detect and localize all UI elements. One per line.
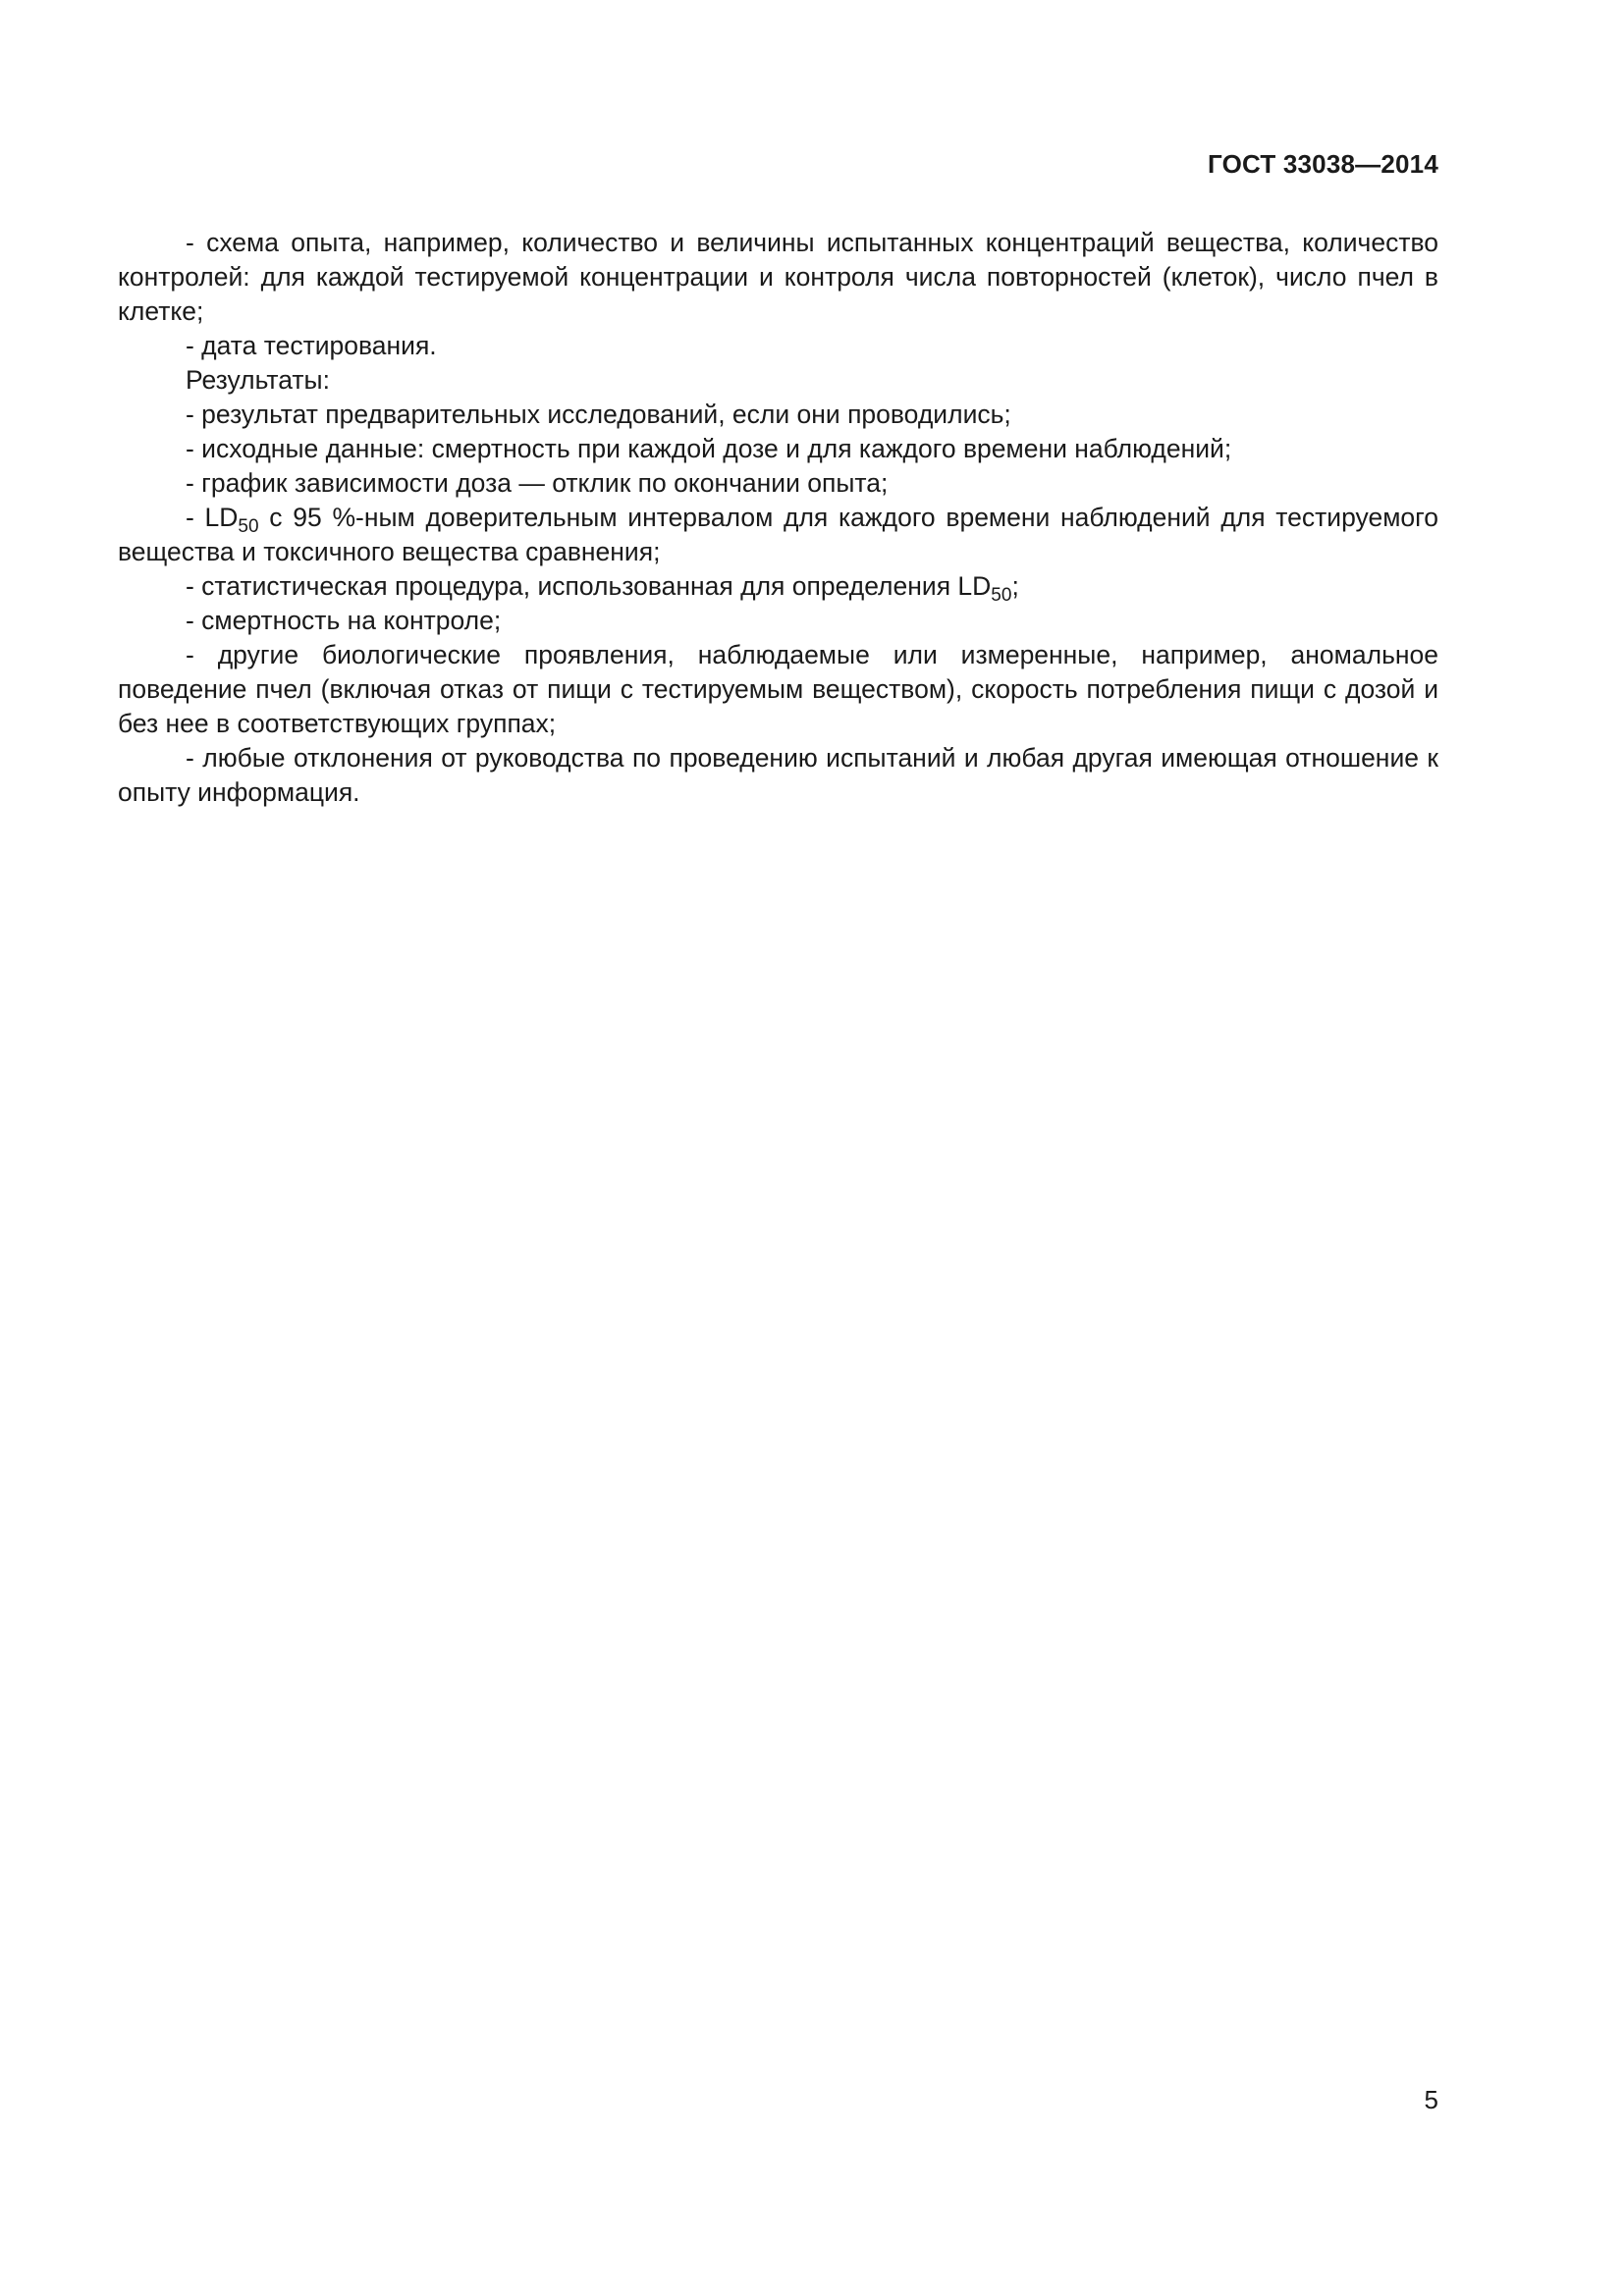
list-item-test-schema: - схема опыта, например, количество и величины испытанных концентраций вещества, количество контролей: для каждой тестируемой концентрации и контроля числа повторностей (клеток), число пчел в клетке; [118, 228, 1438, 326]
stat-subscript: 50 [991, 585, 1012, 606]
list-item-control-mortality: - смертность на контроле; [186, 606, 502, 635]
results-heading: Результаты: [186, 365, 330, 395]
list-item-preliminary-results: - результат предварительных исследований, если они проводились; [186, 400, 1011, 429]
list-item-test-date: - дата тестирования. [186, 331, 437, 360]
ld50-rest: с 95 %-ным доверительным интервалом для каждого времени наблюдений для тестируемого вещества и токсичного вещества сравнения; [118, 503, 1438, 566]
list-item-ld50-interval [118, 501, 1438, 569]
report-contents [118, 226, 1438, 810]
list-item-other-effects: - другие биологические проявления, наблюдаемые или измеренные, например, аномальное поведение пчел (включая отказ от пищи с тестируемым веществом), скорость потребления пищи с дозой и без нее в соответствующих группах; [118, 640, 1438, 738]
list-item-dose-response-graph: - график зависимости доза — отклик по окончании опыта; [186, 468, 889, 498]
ld50-prefix: - LD [186, 503, 239, 532]
stat-suffix: ; [1011, 571, 1019, 601]
list-item-statistical-procedure [118, 569, 1438, 604]
list-item-raw-data: - исходные данные: смертность при каждой дозе и для каждого времени наблюдений; [186, 434, 1232, 463]
stat-prefix: - статистическая процедура, использованная для определения LD [186, 571, 992, 601]
document-code-header: ГОСТ 33038—2014 [1208, 149, 1438, 179]
list-item-deviations: - любые отклонения от руководства по проведению испытаний и любая другая имеющая отношение к опыту информация. [118, 743, 1438, 807]
page-number: 5 [1424, 2085, 1438, 2114]
ld50-subscript: 50 [238, 516, 259, 537]
